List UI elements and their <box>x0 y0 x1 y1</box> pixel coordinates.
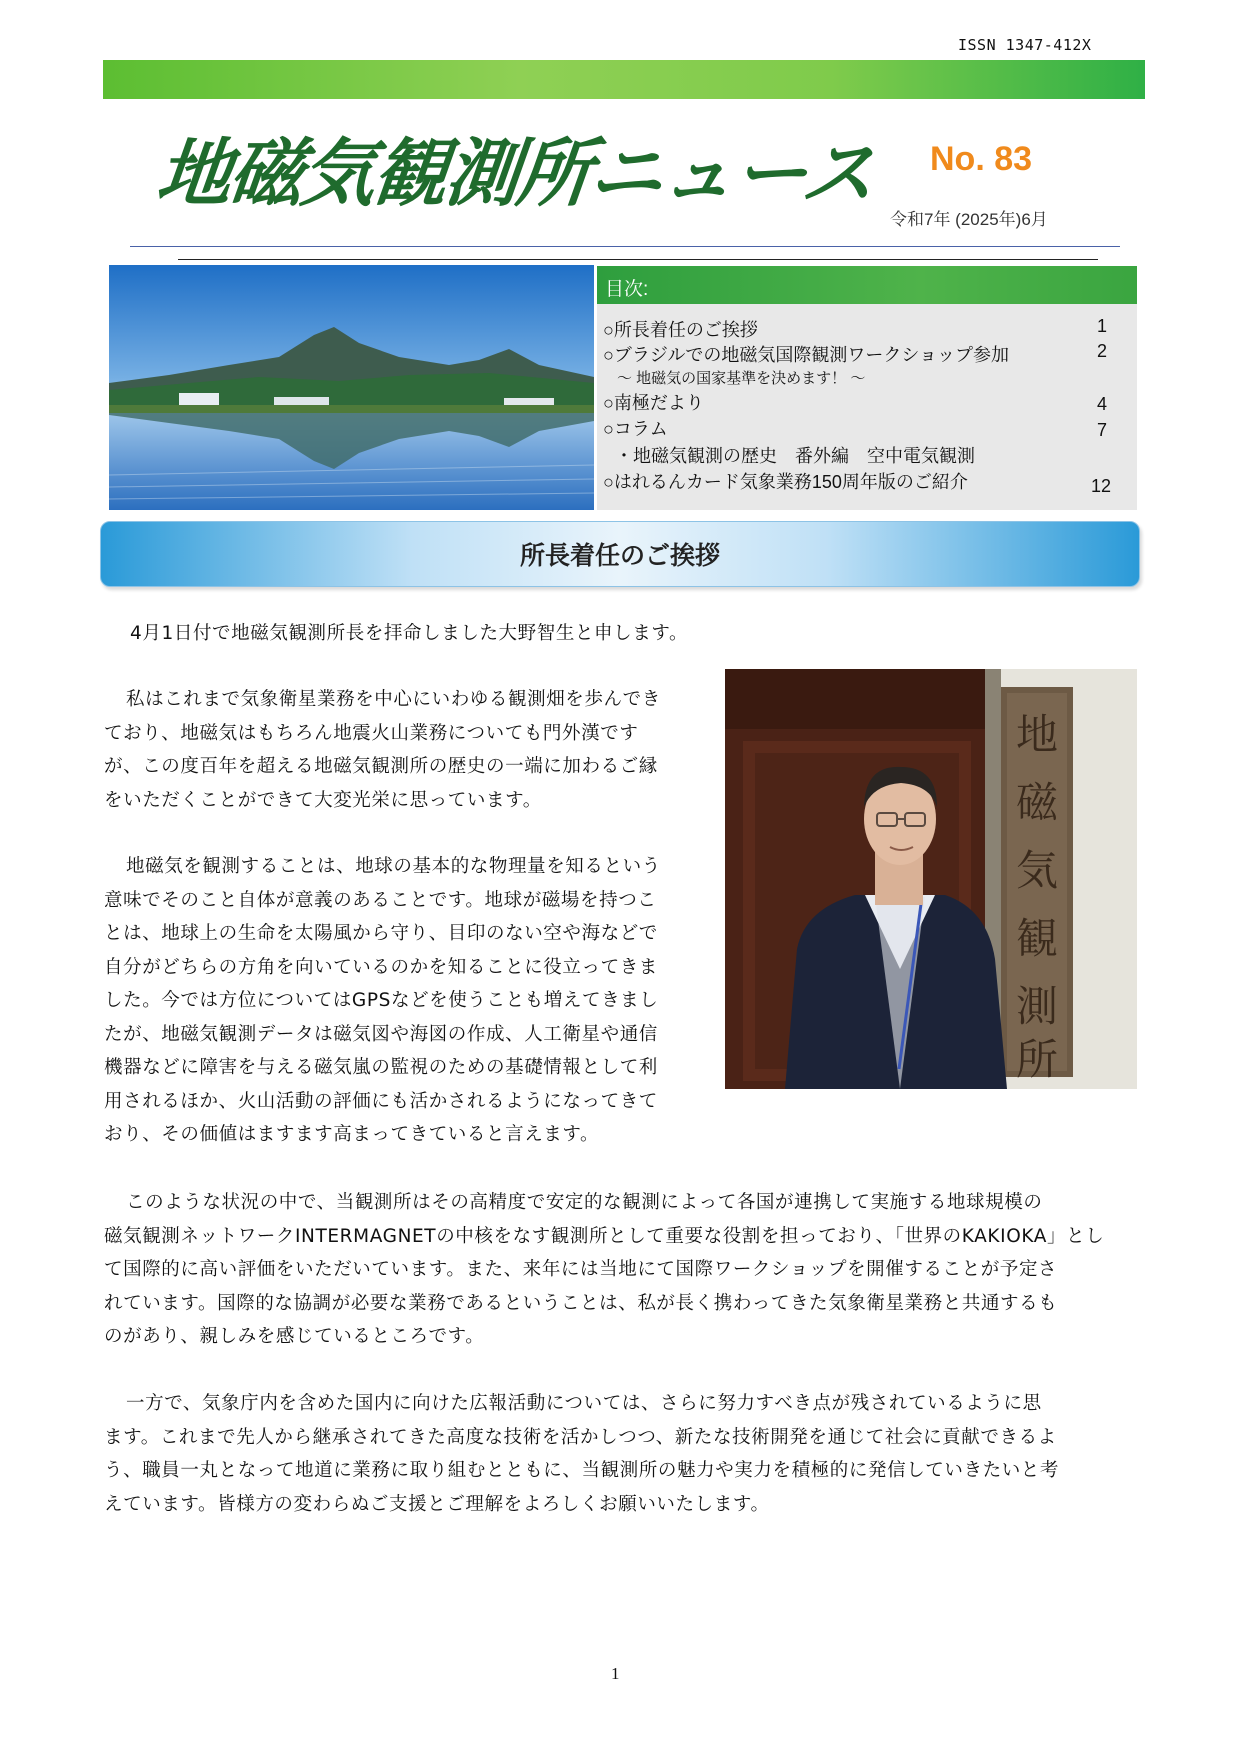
section-banner <box>100 521 1140 587</box>
text-line: 意味でそのこと自体が意義のあることです。地球が磁場を持つこ <box>104 889 657 911</box>
text-line: ており、地磁気はもちろん地震火山業務についても門外漢です <box>104 722 639 744</box>
paragraph-significance <box>104 850 661 1152</box>
text-line: が、この度百年を超える地磁気観測所の歴史の一端に加わるご縁 <box>104 756 658 777</box>
text-line: 一方で、気象庁内を含めた国内に向けた広報活動については、さらに努力すべき点が残されているように思 <box>126 1393 1042 1414</box>
toc-header <box>597 266 1137 304</box>
signboard-char: 測 <box>1015 982 1059 1031</box>
text-line: たが、地磁気観測データは磁気図や海図の作成、人工衛星や通信 <box>104 1023 658 1045</box>
text-line: ます。これまで先人から継承されてきた高度な技術を活かしつつ、新たな技術開発を通じて社会に貢献できるよ <box>104 1426 1057 1448</box>
text-line: おり、その価値はますます高まってきていると言えます。 <box>104 1124 600 1145</box>
section-title: 所長着任のご挨拶 <box>519 542 720 570</box>
signboard-char: 磁 <box>1015 778 1059 827</box>
header-divider-black <box>178 259 1098 260</box>
text-line: て国際的に高い評価をいただいています。また、来年には当地にて国際ワークショップを開催することが予定さ <box>104 1259 1058 1280</box>
paragraph-intermagnet <box>104 1186 1104 1354</box>
header-green-bar <box>103 60 1145 99</box>
landscape-photo <box>109 265 594 510</box>
signboard-char: 地 <box>1015 710 1059 759</box>
text-line: えています。皆様方の変わらぬご支援とご理解をよろしくお願いいたします。 <box>104 1493 770 1515</box>
text-line: 磁気観測ネットワークINTERMAGNETの中核をなす観測所として重要な役割を担っており、「世界のKAKIOKA」とし <box>104 1225 1105 1247</box>
toc-page-column: 7 <box>1097 420 1108 440</box>
header-divider-blue <box>130 246 1120 247</box>
text-line: 地磁気を観測することは、地球の基本的な物理量を知るという <box>126 856 661 877</box>
issue-number: No. 83 <box>930 140 1033 178</box>
text-line: 自分がどちらの方角を向いているのかを知ることに役立ってきま <box>104 956 658 978</box>
text-line: をいただくことができて大変光栄に思っています。 <box>104 789 542 811</box>
signboard-char: 観 <box>1015 914 1059 963</box>
text-line: このような状況の中で、当観測所はその高精度で安定的な観測によって各国が連携して実施する地球規模の <box>126 1192 1043 1213</box>
paragraph-background <box>104 683 661 817</box>
toc-heading: 目次: <box>605 279 649 300</box>
text-line: 4月1日付で地磁気観測所長を拝命しました大野智生と申します。 <box>130 623 689 644</box>
issn-number: ISSN 1347-412X <box>958 36 1092 54</box>
text-line: 私はこれまで気象衛星業務を中心にいわゆる観測畑を歩んでき <box>126 689 661 710</box>
paragraph-outreach <box>104 1387 1059 1521</box>
toc-item-column[interactable]: ○コラム <box>603 419 668 439</box>
toc-page-greeting: 1 <box>1097 316 1108 336</box>
text-line: のがあり、親しみを感じているところです。 <box>104 1326 485 1347</box>
toc-item-antarctica[interactable]: ○南極だより <box>603 393 704 413</box>
newsletter-title: 地磁気観測所ニュース <box>152 131 879 217</box>
toc-page-harerun-card: 12 <box>1091 476 1112 496</box>
text-line: れています。国際的な協調が必要な業務であるということは、私が長く携わってきた気象衛星業務と共通するも <box>104 1292 1058 1314</box>
director-portrait-photo <box>725 669 1137 1089</box>
table-of-contents <box>597 266 1137 510</box>
toc-page-brazil-workshop: 2 <box>1097 341 1108 361</box>
text-line: 機器などに障害を与える磁気嵐の監視のための基礎情報として利 <box>104 1057 658 1078</box>
text-line: 用されるほか、火山活動の評価にも活かされるようになってきて <box>104 1090 658 1112</box>
toc-page-antarctica: 4 <box>1097 394 1108 414</box>
toc-subitem-history: ・地磁気観測の歴史 番外編 空中電気観測 <box>615 446 975 466</box>
page-number: 1 <box>611 1664 620 1683</box>
paragraph-intro <box>130 617 688 651</box>
toc-item-harerun-card[interactable]: ○はれるんカード気象業務150周年版のご紹介 <box>603 472 968 492</box>
issue-date: 令和7年 (2025年)6月 <box>890 210 1048 229</box>
text-line: う、職員一丸となって地道に業務に取り組むとともに、当観測所の魅力や実力を積極的に発信していきたいと考 <box>104 1460 1060 1481</box>
text-line: とは、地球上の生命を太陽風から守り、目印のない空や海などで <box>104 923 658 944</box>
toc-subitem-national-standard: ～ 地磁気の国家基準を決めます！ ～ <box>617 370 866 387</box>
signboard-char: 気 <box>1015 846 1059 895</box>
toc-item-brazil-workshop[interactable]: ○ブラジルでの地磁気国際観測ワークショップ参加 <box>603 345 1010 365</box>
signboard-char: 所 <box>1015 1035 1059 1084</box>
text-line: した。今では方位についてはGPSなどを使うことも増えてきまし <box>104 990 659 1011</box>
toc-item-greeting[interactable]: ○所長着任のご挨拶 <box>603 320 758 340</box>
